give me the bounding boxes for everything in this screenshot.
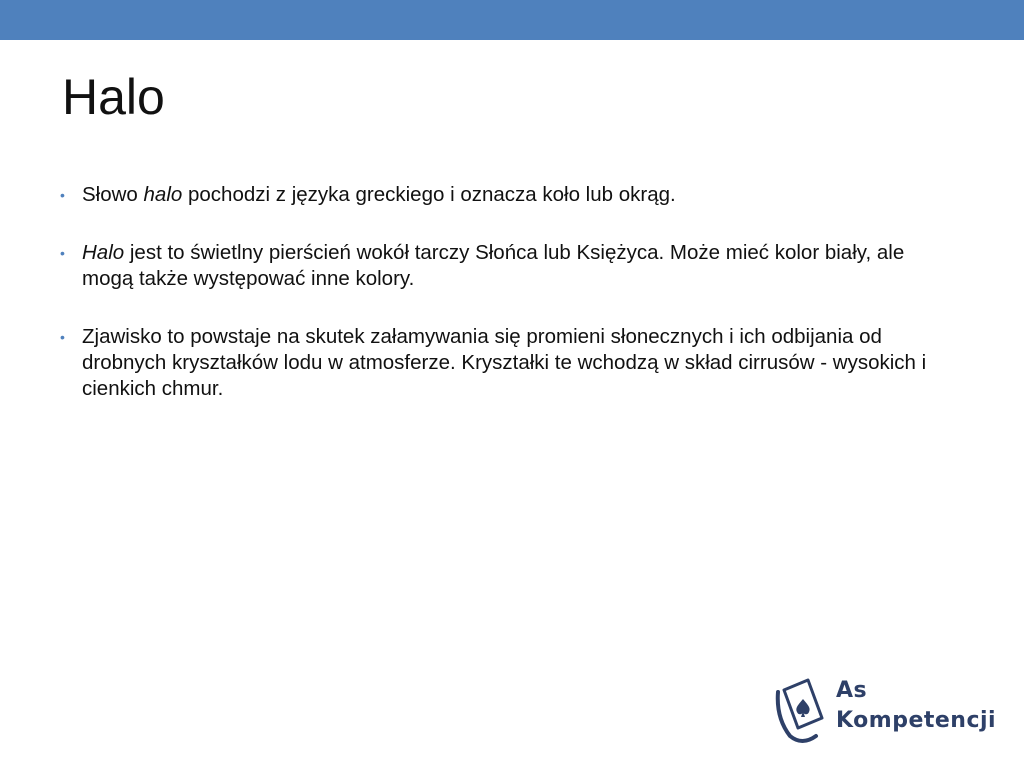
- bullet-marker: •: [60, 187, 65, 203]
- bullet-item: [60, 324, 960, 402]
- slide-title: Halo: [62, 69, 165, 125]
- logo-line-2: Kompetencji: [836, 708, 997, 733]
- bullet-marker: •: [60, 329, 65, 345]
- top-accent-bar: [0, 0, 1024, 40]
- logo-line-1: As: [836, 678, 868, 703]
- bullet-item: [60, 240, 960, 292]
- bullet-item: [60, 182, 960, 208]
- logo-text: [836, 676, 996, 736]
- bullet-marker: •: [60, 245, 65, 261]
- bullet-list: [60, 182, 960, 434]
- bullet-text-segment: halo: [143, 183, 183, 206]
- bullet-text-segment: jest to świetlny pierścień wokół tarczy Słońca lub Księżyca. Może mieć kolor biały, ale mogą także występować inne kolory.: [82, 241, 905, 290]
- as-kompetencji-logo: [768, 672, 998, 744]
- bullet-text-segment: Słowo: [82, 183, 144, 206]
- bullet-text-segment: Halo: [82, 241, 125, 264]
- bullet-text-segment: pochodzi z języka greckiego i oznacza koło lub okrąg.: [182, 183, 676, 206]
- card-spade-icon: [768, 672, 830, 744]
- bullet-text-segment: Zjawisko to powstaje na skutek załamywania się promieni słonecznych i ich odbijania od drobnych kryształków lodu w atmosferze. Kryształki te wchodzą w skład cirrusów - wysokich i cienkich chmur.: [82, 325, 927, 400]
